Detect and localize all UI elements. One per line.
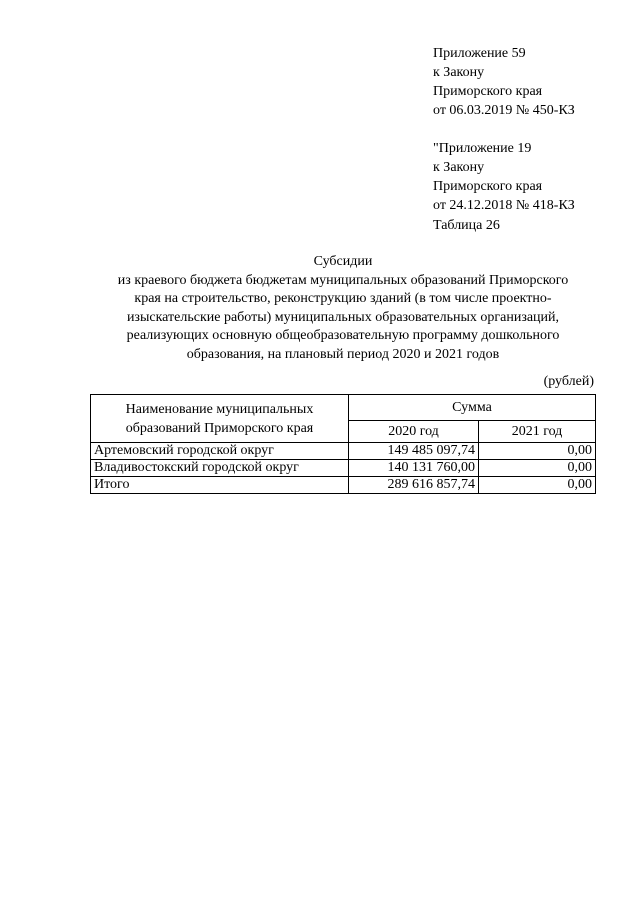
appendix-line: Приморского края — [433, 84, 543, 99]
appendix-line: Приморского края — [433, 179, 543, 194]
unit-label: (рублей) — [543, 374, 594, 389]
table-number: Таблица 26 — [433, 218, 500, 233]
row-value-2021: 0,00 — [479, 443, 596, 460]
column-header-sum: Сумма — [349, 395, 596, 421]
appendix-line: от 06.03.2019 № 450-КЗ — [433, 103, 575, 118]
row-name: Владивостокский городской округ — [91, 460, 349, 477]
total-value-2021: 0,00 — [479, 477, 596, 494]
appendix-line: Приложение 59 — [433, 46, 526, 61]
appendix-line: к Закону — [433, 65, 485, 80]
document-title — [90, 253, 596, 364]
title-heading: Субсидии — [313, 254, 373, 269]
total-value-2020: 289 616 857,74 — [349, 477, 479, 494]
column-header-2021: 2021 год — [479, 421, 596, 443]
row-value-2020: 140 131 760,00 — [349, 460, 479, 477]
table-row — [91, 460, 596, 477]
title-line: образования, на плановый период 2020 и 2021 годов — [186, 346, 500, 362]
spacer — [433, 120, 575, 139]
subsidy-table — [90, 394, 596, 494]
column-header-2020: 2020 год — [349, 421, 479, 443]
total-label: Итого — [91, 477, 349, 494]
row-name: Артемовский городской округ — [91, 443, 349, 460]
title-line: реализующих основную общеобразовательную программу дошкольного — [126, 328, 560, 343]
appendix-block — [433, 44, 575, 215]
table-row — [91, 443, 596, 460]
title-line: из краевого бюджета бюджетам муниципальных образований Приморского — [117, 272, 569, 288]
appendix-line: "Приложение 19 — [433, 141, 532, 156]
row-value-2020: 149 485 097,74 — [349, 443, 479, 460]
column-header-name: Наименование муниципальных образований Приморского края — [91, 395, 349, 443]
total-row — [91, 477, 596, 494]
appendix-line: к Закону — [433, 160, 485, 175]
title-line: изыскательские работы) муниципальных образовательных организаций, — [126, 309, 560, 325]
title-line: края на строительство, реконструкцию зданий (в том числе проектно- — [134, 291, 552, 306]
appendix-line: от 24.12.2018 № 418-КЗ — [433, 198, 575, 213]
row-value-2021: 0,00 — [479, 460, 596, 477]
